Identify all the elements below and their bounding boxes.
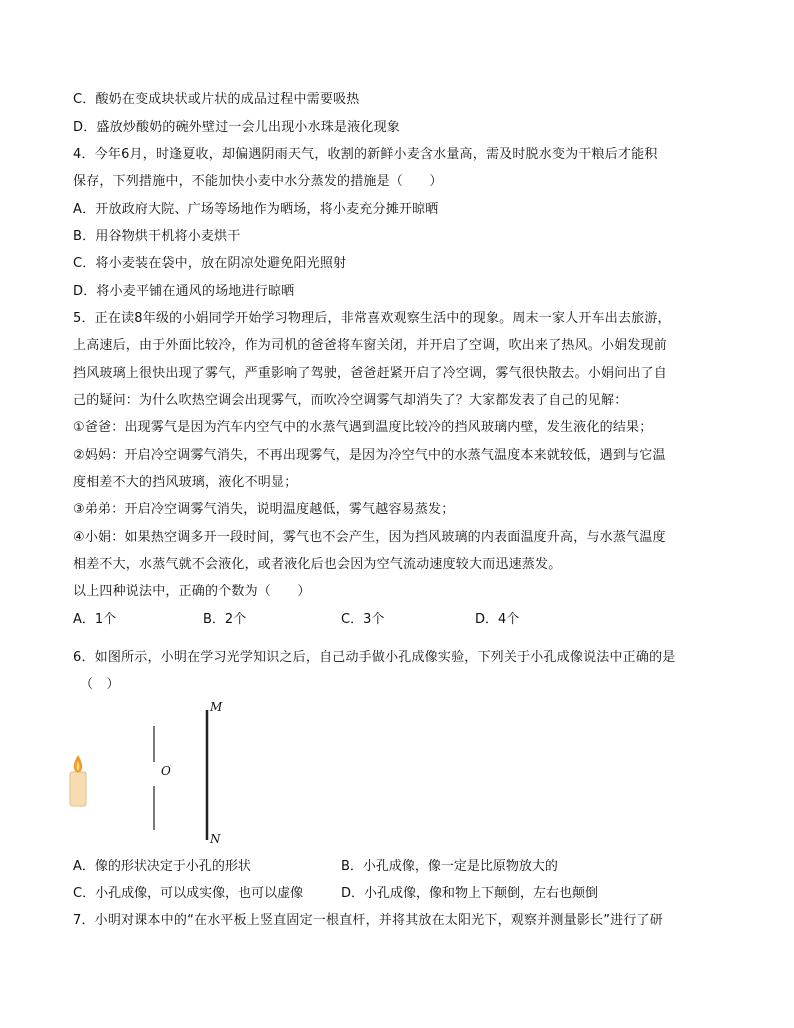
q5-option-a: A．1个 (73, 612, 117, 627)
label-m: M (210, 700, 223, 714)
q5-opinion-3: ③弟弟：开启冷空调雾气消失，说明温度越低，雾气越容易蒸发； (73, 502, 455, 517)
q5-stem-line-4: 己的疑问：为什么吹热空调会出现雾气，而吹冷空调雾气却消失了？大家都发表了自己的见解： (73, 393, 628, 408)
label-n: N (210, 832, 221, 846)
pinhole-diagram (60, 700, 260, 850)
q5-opinion-1: ①爸爸：出现雾气是因为汽车内空气中的水蒸气遇到温度比较冷的挡风玻璃内壁，发生液化的结果； (73, 420, 653, 435)
q6-paren: （ ） (80, 677, 120, 692)
q4-option-b: B．用谷物烘干机将小麦烘干 (73, 229, 241, 244)
q5-stem-line-1: 5．正在读8年级的小娟同学开始学习物理后，非常喜欢观察生活中的现象。周末一家人开车出去旅游， (73, 311, 671, 326)
q6-option-c: C．小孔成像，可以成实像，也可以虚像 (73, 886, 304, 901)
q4-option-c: C．将小麦装在袋中，放在阴凉处避免阳光照射 (73, 256, 347, 271)
q5-question: 以上四种说法中，正确的个数为（ ） (73, 584, 311, 599)
q5-opinion-2-line-2: 度相差不大的挡风玻璃，液化不明显； (73, 475, 298, 490)
q6-option-d: D．小孔成像，像和物上下颠倒，左右也颠倒 (341, 886, 599, 901)
q4-stem-line-1: 4．今年6月，时逢夏收，却偏遇阴雨天气，收割的新鲜小麦含水量高，需及时脱水变为干粮后才能积 (73, 147, 658, 162)
q3-option-d: D．盛放炒酸奶的碗外壁过一会儿出现小水珠是液化现象 (73, 120, 401, 135)
q5-option-c: C．3个 (341, 612, 385, 627)
q6-option-b: B．小孔成像，像一定是比原物放大的 (341, 859, 558, 874)
q6-stem: 6．如图所示，小明在学习光学知识之后，自己动手做小孔成像实验，下列关于小孔成像说法中正确的是 (73, 650, 676, 665)
candle-icon (70, 755, 86, 806)
q5-opinion-2-line-1: ②妈妈：开启冷空调雾气消失，不再出现雾气，是因为冷空气中的水蒸气温度本来就较低，遇到与它温 (73, 448, 666, 463)
q5-option-d: D．4个 (475, 612, 520, 627)
q5-options (0, 610, 794, 630)
q6-options-row-1 (0, 857, 794, 877)
q6-option-a: A．像的形状决定于小孔的形状 (73, 859, 251, 874)
q4-stem-line-2: 保存，下列措施中，不能加快小麦中水分蒸发的措施是（ ） (73, 174, 443, 189)
q5-stem-line-2: 上高速后，由于外面比较冷，作为司机的爸爸将车窗关闭，并开启了空调，吹出来了热风。小娟发现前 (73, 338, 668, 353)
q5-stem-line-3: 挡风玻璃上很快出现了雾气，严重影响了驾驶，爸爸赶紧开启了冷空调，雾气很快散去。小娟问出了自 (73, 366, 668, 381)
q7-stem: 7．小明对课本中的“在水平板上竖直固定一根直杆，并将其放在太阳光下，观察并测量影长”进行了研 (73, 913, 663, 928)
pinhole-figure (60, 700, 260, 850)
q5-option-b: B．2个 (203, 612, 247, 627)
q5-opinion-4-line-1: ④小娟：如果热空调多开一段时间，雾气也不会产生，因为挡风玻璃的内表面温度升高，与水蒸气温度 (73, 530, 666, 545)
label-o: O (161, 764, 171, 778)
q3-option-c: C．酸奶在变成块状或片状的成品过程中需要吸热 (73, 92, 360, 107)
q5-opinion-4-line-2: 相差不大，水蒸气就不会液化，或者液化后也会因为空气流动速度较大而迅速蒸发。 (73, 557, 562, 572)
q6-options-row-2 (0, 884, 794, 904)
q4-option-a: A．开放政府大院、广场等场地作为晒场，将小麦充分摊开晾晒 (73, 202, 439, 217)
q4-option-d: D．将小麦平铺在通风的场地进行晾晒 (73, 284, 295, 299)
